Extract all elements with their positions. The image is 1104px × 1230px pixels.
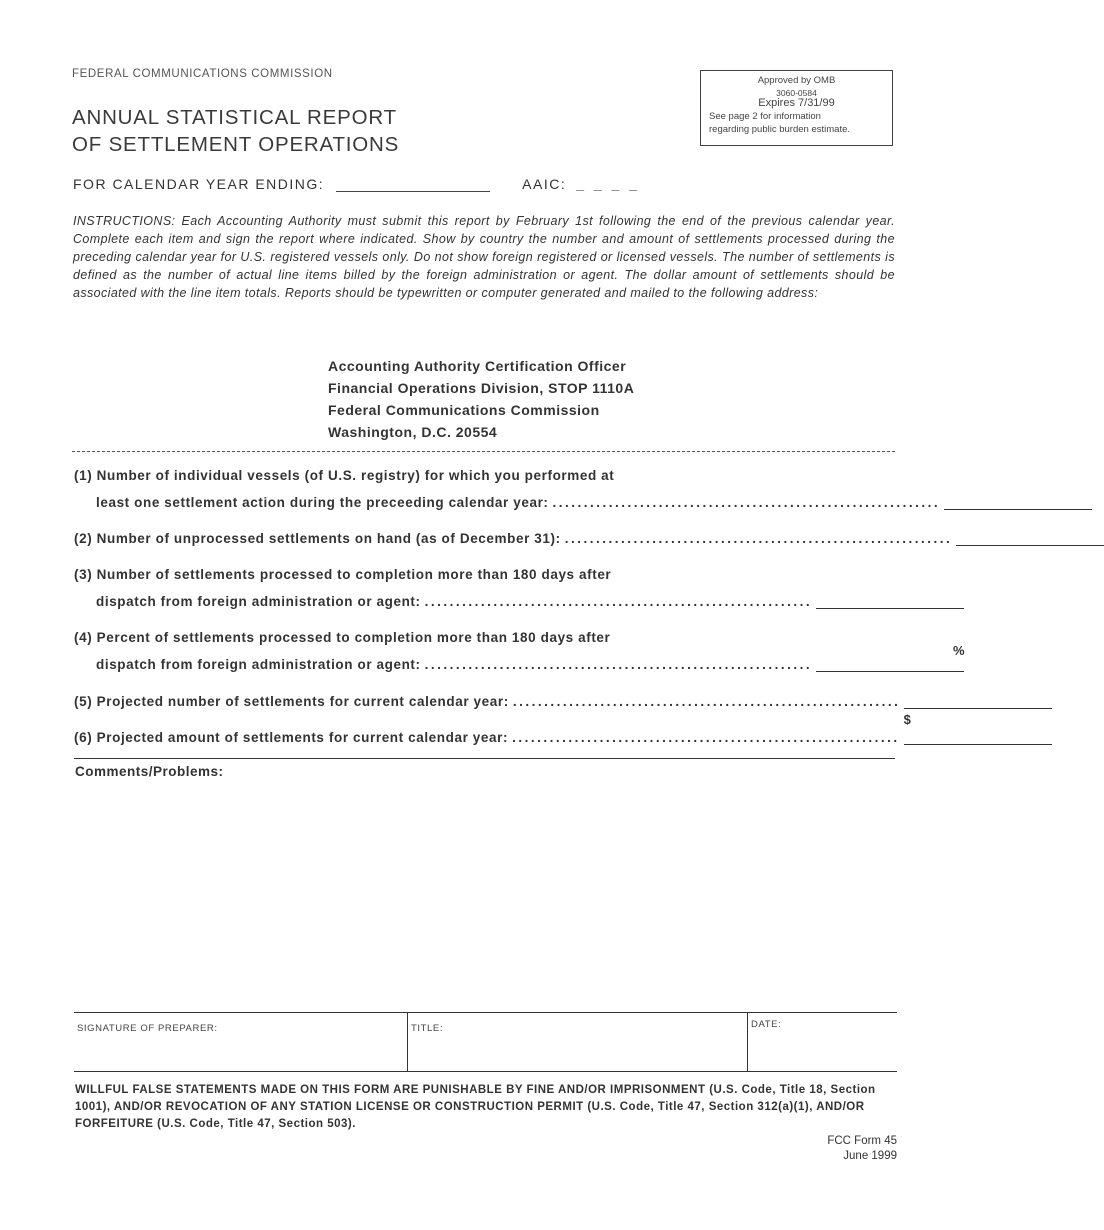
aaic-field[interactable]: _ _ _ _: [576, 176, 641, 192]
signature-block: [74, 1012, 897, 1072]
question-5: [74, 689, 901, 709]
leader-dots: ..............................................................: [512, 730, 900, 745]
leader-dots: ..............................................................: [552, 495, 941, 510]
dashed-divider: [72, 451, 895, 452]
comments-divider: [74, 758, 895, 759]
omb-approved: Approved by OMB: [757, 75, 836, 86]
date-label: DATE:: [751, 1019, 782, 1030]
comments-label: Comments/Problems:: [75, 764, 224, 779]
signature-field[interactable]: [74, 1013, 408, 1071]
title-field[interactable]: [408, 1013, 748, 1071]
question-2-answer-field[interactable]: [956, 527, 1104, 546]
aaic-label: AAIC:: [522, 176, 567, 192]
address-line-2: Financial Operations Division, STOP 1110A: [328, 380, 635, 396]
dollar-sign: $: [903, 712, 912, 727]
title-label: TITLE:: [411, 1023, 444, 1034]
question-4: [74, 625, 966, 672]
calendar-year-field[interactable]: [336, 175, 490, 192]
question-2-text: (2) Number of unprocessed settlements on hand (as of December 31):: [74, 531, 561, 546]
leader-dots: ..............................................................: [424, 657, 813, 672]
omb-note-2: regarding public burden estimate.: [709, 124, 851, 135]
question-3: [74, 562, 895, 609]
leader-dots: ..............................................................: [564, 531, 953, 546]
question-3-text: (3) Number of settlements processed to completion more than 180 days after: [74, 567, 612, 582]
instructions-paragraph: INSTRUCTIONS: Each Accounting Authority must submit this report by February 1st following the end of the previous calendar year. Complete each item and sign the report where indicated. Show by country the number and amount of settlements processed during the preceding calendar year for U.S. registered vessels only. Do not show foreign registered or licensed vessels. The number of settlements is defined as the number of actual line items billed by the foreign administration or agent. The dollar amount of settlements should be associated with the line item totals. Reports should be typewritten or computer generated and mailed to the following address:: [73, 214, 895, 300]
calendar-year-line: [73, 175, 640, 192]
question-1-text-cont: least one settlement action during the preceeding calendar year:: [96, 495, 549, 510]
question-4-text-cont: dispatch from foreign administration or agent:: [96, 657, 421, 672]
mailing-address: [328, 355, 634, 443]
question-1: [74, 463, 941, 510]
address-line-3: Federal Communications Commission: [328, 402, 600, 418]
question-5-answer-field[interactable]: [904, 690, 1052, 709]
question-3-text-cont: dispatch from foreign administration or agent:: [96, 594, 421, 609]
form-date: June 1999: [843, 1150, 897, 1162]
omb-approval-box: [700, 70, 893, 146]
date-field[interactable]: [748, 1013, 897, 1071]
question-3-answer-field[interactable]: [816, 590, 964, 609]
omb-number: 3060-0584: [776, 88, 817, 98]
signature-label: SIGNATURE OF PREPARER:: [77, 1023, 218, 1034]
percent-sign: %: [953, 643, 966, 658]
question-4-text: (4) Percent of settlements processed to completion more than 180 days after: [74, 630, 611, 645]
report-title: [72, 104, 399, 158]
question-2: [74, 526, 953, 546]
omb-expires: Expires 7/31/99: [758, 97, 835, 109]
question-4-answer-field[interactable]: [816, 643, 966, 672]
leader-dots: ..............................................................: [424, 594, 813, 609]
question-6: [74, 712, 912, 745]
question-1-answer-field[interactable]: [944, 491, 1092, 510]
address-line-1: Accounting Authority Certification Officer: [328, 358, 627, 374]
question-1-text: (1) Number of individual vessels (of U.S. registry) for which you performed at: [74, 468, 615, 483]
form-number: FCC Form 45: [827, 1135, 897, 1147]
question-6-answer-field[interactable]: [903, 712, 1052, 745]
leader-dots: ..............................................................: [512, 694, 901, 709]
report-title-line1: ANNUAL STATISTICAL REPORT: [72, 106, 397, 129]
false-statement-warning: WILLFUL FALSE STATEMENTS MADE ON THIS FORM ARE PUNISHABLE BY FINE AND/OR IMPRISONMENT (U.S. Code, Title 18, Section 1001), AND/OR REVOCATION OF ANY STATION LICENSE OR CONSTRUCTION PERMIT (U.S. Code, Title 47, Section 312(a)(1), AND/OR FORFEITURE (U.S. Code, Title 47, Section 503).: [75, 1084, 876, 1130]
question-6-text: (6) Projected amount of settlements for current calendar year:: [74, 730, 509, 745]
calendar-year-label: FOR CALENDAR YEAR ENDING:: [73, 176, 325, 192]
question-5-text: (5) Projected number of settlements for current calendar year:: [74, 694, 509, 709]
form-identifier: [770, 1134, 897, 1164]
comments-area[interactable]: [74, 785, 895, 1005]
agency-name: FEDERAL COMMUNICATIONS COMMISSION: [72, 68, 333, 80]
address-line-4: Washington, D.C. 20554: [328, 424, 498, 440]
omb-note-1: See page 2 for information: [709, 111, 821, 122]
report-title-line2: OF SETTLEMENT OPERATIONS: [72, 133, 400, 156]
